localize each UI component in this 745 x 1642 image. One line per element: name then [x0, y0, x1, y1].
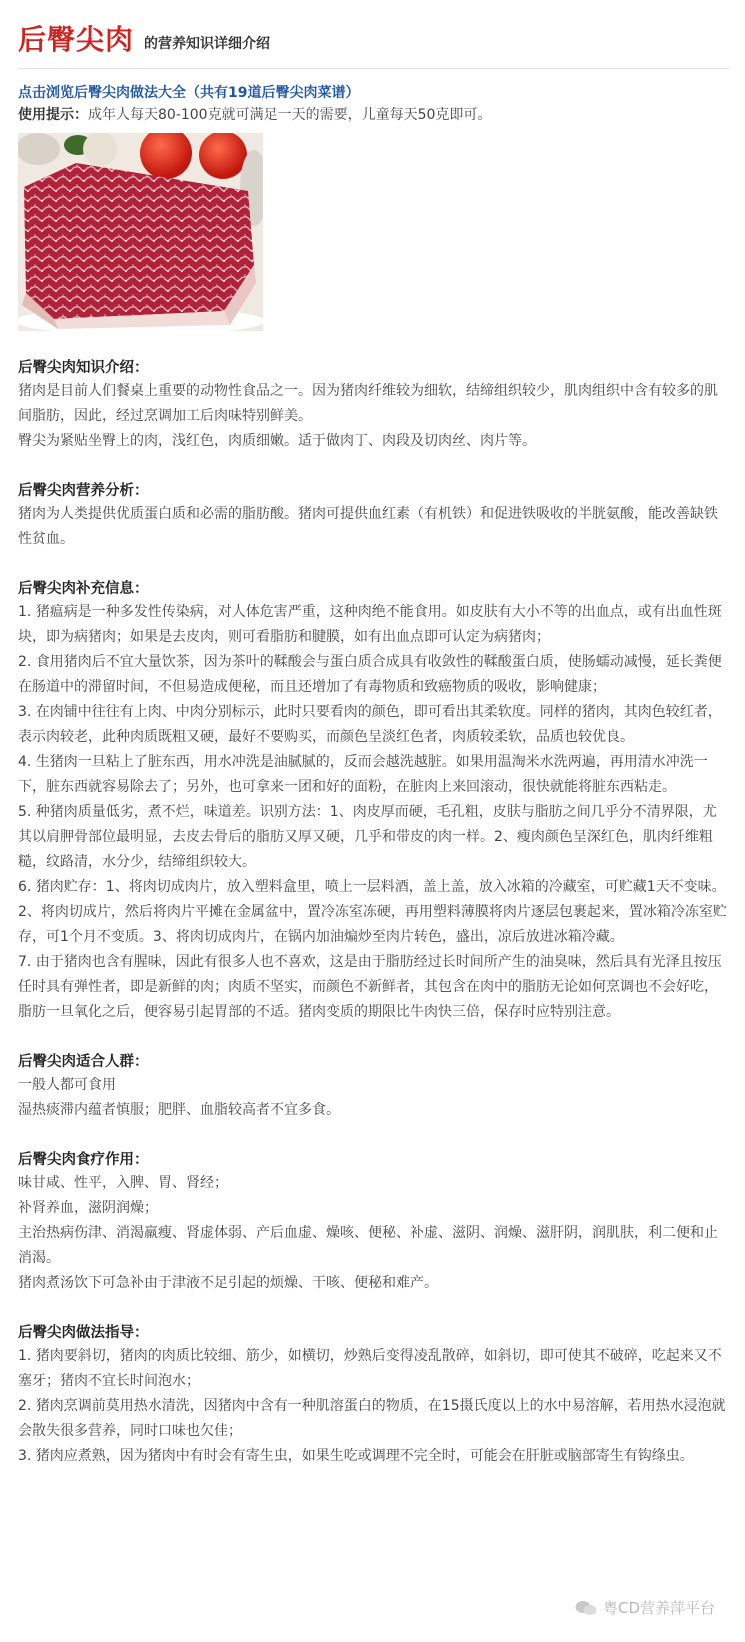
article — [18, 14, 730, 1469]
paragraph: 猪肉是目前人们餐桌上重要的动物性食品之一。因为猪肉纤维较为细软，结缔组织较少，肌肉组织中含有较多的肌间脂肪，因此，经过烹调加工后肉味特别鲜美。 — [18, 383, 718, 424]
section-title: 后臀尖肉做法指导： — [18, 1325, 149, 1341]
section-title: 后臀尖肉补充信息： — [18, 581, 149, 597]
section-cooking — [18, 1322, 730, 1469]
paragraph: 5. 种猪肉质量低劣，煮不烂，味道差。识别方法：1、肉皮厚而硬，毛孔粗，皮肤与脂肪之间几乎分不清界限，尤其以肩胛骨部位最明显，去皮去骨后的脂肪又厚又硬，几乎和带皮的肉一样。2、瘦肉颜色呈深红色，肌肉纤维粗糙，纹路清，水分少，结缔组织较大。 — [18, 804, 717, 870]
watermark — [575, 1597, 715, 1618]
paragraph: 2. 食用猪肉后不宜大量饮茶，因为茶叶的鞣酸会与蛋白质合成具有收敛性的鞣酸蛋白质，使肠蠕动减慢，延长粪便在肠道中的滞留时间，不但易造成便秘，而且还增加了有毒物质和致癌物质的吸收，影响健康； — [18, 654, 722, 695]
page-header — [18, 14, 730, 56]
paragraph: 臀尖为紧贴坐臀上的肉，浅红色，肉质细嫩。适于做肉丁、肉段及切肉丝、肉片等。 — [18, 433, 536, 449]
section-title: 后臀尖肉食疗作用： — [18, 1152, 149, 1168]
paragraph: 4. 生猪肉一旦粘上了脏东西，用水冲洗是油腻腻的，反而会越洗越脏。如果用温淘米水洗两遍，再用清水冲洗一下，脏东西就容易除去了；另外，也可拿来一团和好的面粉，在脏肉上来回滚动，很快就能将脏东西粘走。 — [18, 754, 708, 795]
usage-tip-text: 成年人每天80-100克就可满足一天的需要，儿童每天50克即可。 — [88, 107, 492, 123]
section-supplement — [18, 578, 730, 1025]
paragraph: 3. 猪肉应煮熟，因为猪肉中有时会有寄生虫，如果生吃或调理不完全时，可能会在肝脏或脑部寄生有钩绦虫。 — [18, 1448, 694, 1464]
section-people — [18, 1051, 730, 1123]
section-intro — [18, 357, 730, 454]
paragraph: 6. 猪肉贮存：1、将肉切成肉片，放入塑料盒里，喷上一层料酒，盖上盖，放入冰箱的冷藏室，可贮藏1天不变味。2、将肉切成片，然后将肉片平摊在金属盆中，置冷冻室冻硬，再用塑料薄膜将肉片逐层包裹起来，置冰箱冷冻室贮存，可1个月不变质。3、将肉切成肉片，在锅内加油煸炒至肉片转色，盛出，凉后放进冰箱冷藏。 — [18, 879, 727, 945]
paragraph: 补肾养血，滋阴润燥； — [18, 1200, 158, 1216]
paragraph: 一般人都可食用 — [18, 1077, 116, 1093]
page-title: 后臀尖肉 — [18, 23, 135, 56]
usage-tip — [18, 105, 730, 125]
section-title: 后臀尖肉知识介绍： — [18, 360, 149, 376]
section-title: 后臀尖肉适合人群： — [18, 1054, 149, 1070]
paragraph: 1. 猪肉要斜切，猪肉的肉质比较细、筋少，如横切，炒熟后变得凌乱散碎，如斜切，即可使其不破碎，吃起来又不塞牙；猪肉不宜长时间泡水； — [18, 1348, 722, 1389]
meat-photo — [18, 133, 263, 331]
pork-image-icon — [18, 133, 263, 331]
paragraph: 7. 由于猪肉也含有腥味，因此有很多人也不喜欢，这是由于脂肪经过长时间所产生的油臭味，然后具有光泽且按压任时具有弹性者，即是新鲜的肉；肉质不坚实，而颜色不新鲜者，其包含在肉中的脂肪无论如何烹调也不会好吃，脂肪一旦氧化之后，便容易引起胃部的不适。猪肉变质的期限比牛肉快三倍，保存时应特别注意。 — [18, 954, 722, 1020]
paragraph: 3. 在肉铺中往往有上肉、中肉分别标示，此时只要看肉的颜色，即可看出其柔软度。同样的猪肉，其肉色较红者，表示肉较老，此种肉质既粗又硬，最好不要购买，而颜色呈淡红色者，肉质较柔软，品质也较优良。 — [18, 704, 722, 745]
paragraph: 主治热病伤津、消渴羸瘦、肾虚体弱、产后血虚、燥咳、便秘、补虚、滋阴、润燥、滋肝阴，润肌肤，利二便和止消渴。 — [18, 1225, 718, 1266]
paragraph: 猪肉为人类提供优质蛋白质和必需的脂肪酸。猪肉可提供血红素（有机铁）和促进铁吸收的半胱氨酸，能改善缺铁性贫血。 — [18, 506, 718, 547]
section-effects — [18, 1149, 730, 1296]
watermark-text: 粤CD营养萍平台 — [602, 1599, 715, 1617]
paragraph: 2. 猪肉烹调前莫用热水清洗，因猪肉中含有一种肌溶蛋白的物质，在15摄氏度以上的水中易溶解，若用热水浸泡就会散失很多营养，同时口味也欠佳； — [18, 1398, 726, 1439]
paragraph: 湿热痰滞内蕴者慎服；肥胖、血脂较高者不宜多食。 — [18, 1102, 340, 1118]
paragraph: 猪肉煮汤饮下可急补由于津液不足引起的烦燥、干咳、便秘和难产。 — [18, 1275, 438, 1291]
page-subtitle: 的营养知识详细介绍 — [144, 36, 271, 52]
recipe-list-link[interactable]: 点击浏览后臀尖肉做法大全（共有19道后臀尖肉菜谱） — [18, 85, 360, 101]
paragraph: 味甘咸、性平，入脾、胃、肾经； — [18, 1175, 228, 1191]
section-nutrition — [18, 480, 730, 552]
paragraph: 1. 猪瘟病是一种多发性传染病，对人体危害严重，这种肉绝不能食用。如皮肤有大小不等的出血点，或有出血性斑块，即为病猪肉；如果是去皮肉，则可看脂肪和腱膜，如有出血点即可认定为病猪肉； — [18, 604, 722, 645]
section-title: 后臀尖肉营养分析： — [18, 483, 149, 499]
chat-bubble-icon — [575, 1600, 597, 1616]
header-divider — [18, 68, 730, 69]
usage-tip-label: 使用提示： — [18, 107, 88, 123]
